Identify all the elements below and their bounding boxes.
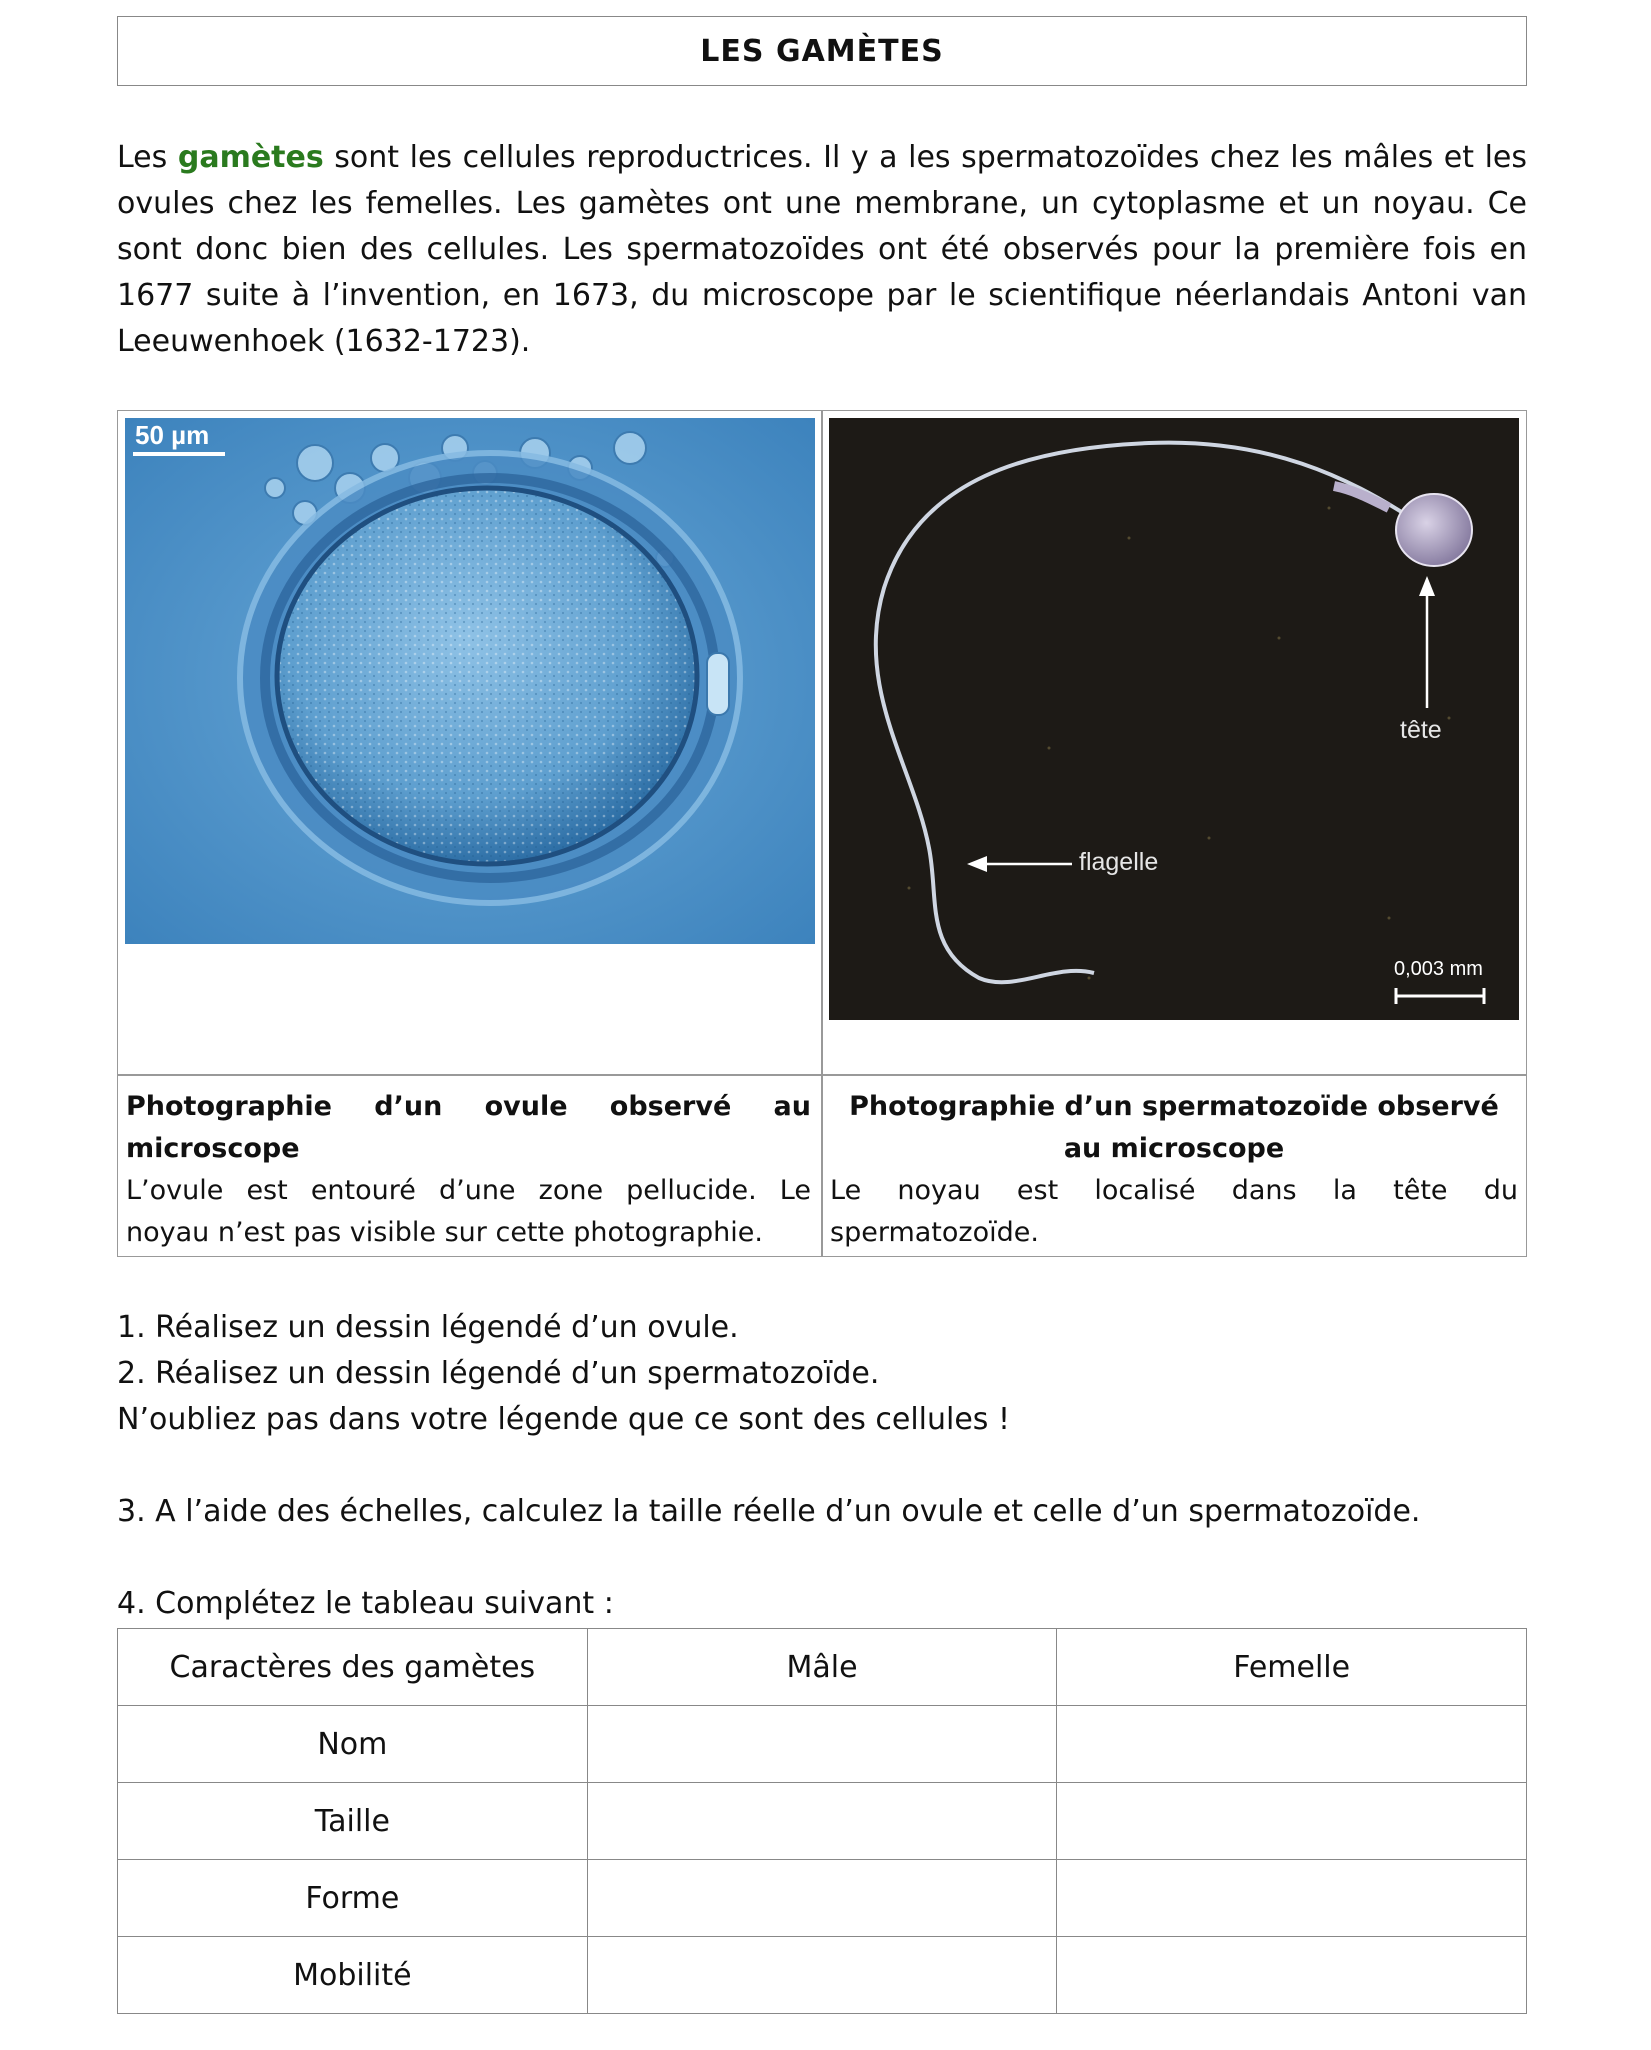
sperm-caption-title: Photographie d’un spermatozoïde observé au microscope <box>849 1091 1499 1164</box>
cell-male-mobility[interactable] <box>587 1937 1057 2014</box>
question-1: 1. Réalisez un dessin légendé d’un ovule. <box>117 1310 739 1345</box>
cell-male-size[interactable] <box>587 1783 1057 1860</box>
cell-male-name[interactable] <box>587 1706 1057 1783</box>
intro-paragraph <box>117 135 1527 365</box>
cell-female-size[interactable] <box>1057 1783 1527 1860</box>
header-female: Femelle <box>1057 1629 1527 1706</box>
cell-male-shape[interactable] <box>587 1860 1057 1937</box>
question-note: N’oubliez pas dans votre légende que ce sont des cellules ! <box>117 1402 1010 1437</box>
sperm-caption-text: Le noyau est localisé dans la tête du spermatozoïde. <box>830 1175 1518 1248</box>
questions <box>117 1305 1527 1627</box>
row-label-size: Taille <box>118 1783 588 1860</box>
photo-table <box>117 410 1527 1257</box>
row-label-name: Nom <box>118 1706 588 1783</box>
table-row <box>118 1860 1527 1937</box>
header-male: Mâle <box>587 1629 1057 1706</box>
question-4: 4. Complétez le tableau suivant : <box>117 1586 614 1621</box>
cell-female-name[interactable] <box>1057 1706 1527 1783</box>
intro-rest: sont les cellules reproductrices. Il y a les spermatozoïdes chez les mâles et les ovules chez les femelles. Les gamètes ont une membrane, un cytoplasme et un noyau. Ce sont donc bien des cellules. Les spermatozoïdes ont été observés pour la première fois en 1677 suite à l’invention, en 1673, du microscope par le scientifique néerlandais Antoni van Leeuwenhoek (1632-1723). <box>117 140 1527 359</box>
highlight-term: gamètes <box>177 140 324 175</box>
flagellum-label: flagelle <box>1079 848 1159 876</box>
cell-female-shape[interactable] <box>1057 1860 1527 1937</box>
table-row <box>118 1783 1527 1860</box>
ovule-caption-text: L’ovule est entouré d’une zone pellucide. Le noyau n’est pas visible sur cette photographie. <box>126 1175 811 1248</box>
row-divider <box>118 1074 1526 1076</box>
ovule-photo <box>125 418 815 944</box>
question-3: 3. A l’aide des échelles, calculez la taille réelle d’un ovule et celle d’un spermatozoïde. <box>117 1494 1421 1529</box>
row-label-shape: Forme <box>118 1860 588 1937</box>
table-header-row <box>118 1629 1527 1706</box>
sperm-caption <box>830 1086 1518 1254</box>
intro-start: Les <box>117 140 178 175</box>
ovule-caption-title: Photographie d’un ovule observé au microscope <box>126 1091 811 1164</box>
gametes-table <box>117 1628 1527 2014</box>
sperm-scale-label: 0,003 mm <box>1394 958 1483 980</box>
question-2: 2. Réalisez un dessin légendé d’un spermatozoïde. <box>117 1356 880 1391</box>
table-row <box>118 1937 1527 2014</box>
column-divider <box>821 411 823 1256</box>
ovule-scale-label: 50 µm <box>135 420 210 450</box>
ovule-illustration <box>125 418 815 944</box>
sperm-head <box>1396 494 1472 566</box>
cell-female-mobility[interactable] <box>1057 1937 1527 2014</box>
ovule-caption <box>126 1086 811 1254</box>
head-label: tête <box>1400 716 1442 744</box>
row-label-mobility: Mobilité <box>118 1937 588 2014</box>
page-title: LES GAMÈTES <box>117 16 1527 86</box>
sperm-photo <box>829 418 1519 1020</box>
table-row <box>118 1706 1527 1783</box>
header-characters: Caractères des gamètes <box>118 1629 588 1706</box>
